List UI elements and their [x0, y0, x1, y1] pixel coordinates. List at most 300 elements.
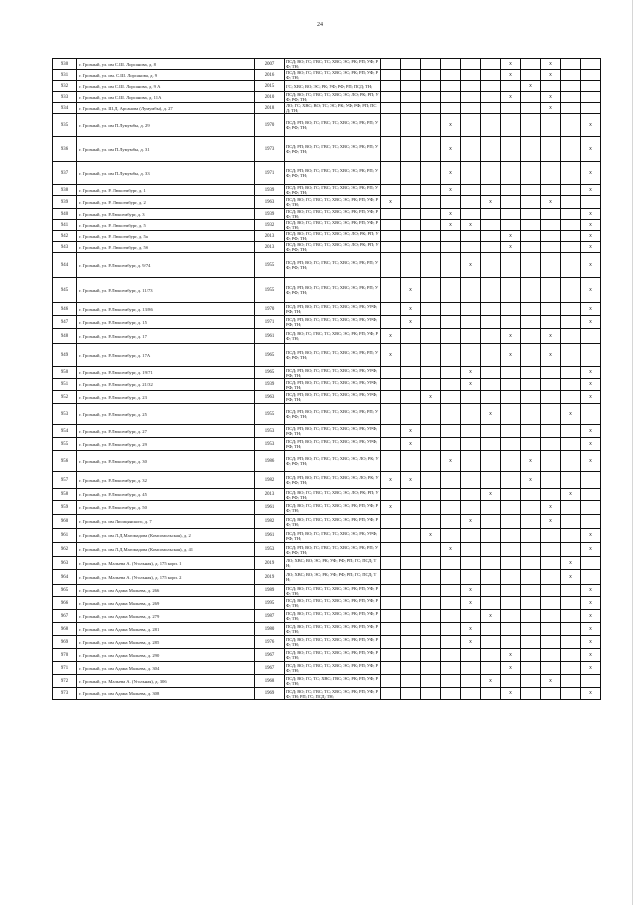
mark-cell — [441, 70, 461, 81]
mark-cell — [441, 489, 461, 501]
mark-cell — [481, 557, 501, 570]
address-cell: г. Грозный, ул. Р. Люксембург, д. 2 — [77, 196, 255, 209]
mark-cell — [561, 688, 581, 700]
mark-cell — [421, 137, 441, 162]
mark-cell — [421, 610, 441, 623]
mark-cell — [461, 344, 481, 367]
mark-cell — [461, 278, 481, 303]
mark-cell — [501, 515, 521, 529]
mark-cell — [541, 610, 561, 623]
mark-cell — [421, 438, 441, 451]
row-number-cell: 941 — [53, 220, 77, 231]
mark-cell — [441, 81, 461, 92]
services-cell: ГС; ХВС; ВО; ЭС; РК; УФ; РФ; РП; ПСД; ТН; — [285, 81, 381, 92]
mark-cell — [561, 92, 581, 103]
mark-cell — [401, 529, 421, 543]
services-cell: ПСД; ВО; ГС; ГВС; ТС; ХВС; ЭС; РК; РП; УФ; РФ; ТН; — [285, 501, 381, 515]
address-cell: г. Грозный, ул. Р.Люксембург, д. 45 — [77, 489, 255, 501]
table-row — [53, 585, 601, 597]
mark-cell — [501, 543, 521, 557]
mark-cell — [441, 597, 461, 610]
year-cell: 1963 — [255, 196, 285, 209]
mark-cell: x — [441, 137, 461, 162]
mark-cell — [381, 425, 401, 438]
mark-cell — [561, 59, 581, 70]
mark-cell — [521, 543, 541, 557]
mark-cell: x — [441, 220, 461, 231]
mark-cell: x — [481, 404, 501, 425]
services-cell: ПСД; РП; ВО; ГС; ГВС; ТС; ХВС; ЭС; РК; РП; УФ; РФ; ТН; — [285, 278, 381, 303]
table-row — [53, 501, 601, 515]
address-cell: г. Грозный, ул. Р. Люксембург, д. 1 — [77, 185, 255, 196]
services-cell: ПСД; РП; ВО; ГС; ГВС; ТС; ХВС; ЭС; РК; УРФ; РФ; ТН; — [285, 391, 381, 404]
mark-cell — [421, 70, 441, 81]
mark-cell — [461, 404, 481, 425]
year-cell: 1967 — [255, 662, 285, 675]
mark-cell — [401, 209, 421, 220]
table-row — [53, 344, 601, 367]
mark-cell: x — [401, 472, 421, 489]
mark-cell — [441, 367, 461, 379]
mark-cell — [381, 489, 401, 501]
mark-cell — [421, 92, 441, 103]
mark-cell: x — [581, 636, 601, 649]
year-cell: 2019 — [255, 557, 285, 570]
mark-cell — [381, 81, 401, 92]
year-cell: 1976 — [255, 636, 285, 649]
mark-cell — [481, 137, 501, 162]
table-row — [53, 649, 601, 662]
address-cell: г. Грозный, ул. им Адама Мальева, д. 304 — [77, 662, 255, 675]
table-row — [53, 636, 601, 649]
mark-cell — [481, 70, 501, 81]
mark-cell: x — [441, 162, 461, 185]
mark-cell — [541, 489, 561, 501]
mark-cell — [541, 367, 561, 379]
services-cell: ПСД; РП; ВО; ГС; ГВС; ТС; ХВС; ЭС; РК; УРФ; РФ; ТН; — [285, 367, 381, 379]
mark-cell — [421, 59, 441, 70]
mark-cell — [541, 570, 561, 585]
row-number-cell: 963 — [53, 557, 77, 570]
mark-cell — [561, 162, 581, 185]
mark-cell — [381, 185, 401, 196]
mark-cell — [561, 585, 581, 597]
mark-cell — [521, 231, 541, 242]
mark-cell: x — [581, 242, 601, 253]
mark-cell — [421, 501, 441, 515]
mark-cell — [541, 472, 561, 489]
mark-cell — [541, 391, 561, 404]
table-row — [53, 472, 601, 489]
mark-cell: x — [461, 585, 481, 597]
mark-cell: x — [501, 688, 521, 700]
mark-cell — [521, 649, 541, 662]
row-number-cell: 956 — [53, 451, 77, 472]
mark-cell — [441, 231, 461, 242]
mark-cell — [501, 137, 521, 162]
mark-cell — [481, 303, 501, 316]
mark-cell — [561, 114, 581, 137]
mark-cell — [481, 379, 501, 391]
mark-cell — [521, 379, 541, 391]
mark-cell — [581, 92, 601, 103]
year-cell: 1932 — [255, 220, 285, 231]
housing-register-table — [52, 58, 601, 700]
mark-cell — [541, 303, 561, 316]
mark-cell — [381, 114, 401, 137]
table-row — [53, 162, 601, 185]
mark-cell — [541, 438, 561, 451]
mark-cell — [461, 501, 481, 515]
mark-cell: x — [421, 391, 441, 404]
mark-cell — [521, 209, 541, 220]
mark-cell — [461, 59, 481, 70]
mark-cell — [481, 649, 501, 662]
mark-cell: x — [581, 649, 601, 662]
mark-cell — [401, 59, 421, 70]
mark-cell: x — [581, 597, 601, 610]
table-row — [53, 529, 601, 543]
mark-cell — [381, 585, 401, 597]
mark-cell — [501, 278, 521, 303]
year-cell: 1980 — [255, 623, 285, 636]
mark-cell — [481, 597, 501, 610]
mark-cell — [501, 623, 521, 636]
address-cell: г. Грозный, ул. им. С.Ш. Лорсанова, д. 9 — [77, 70, 255, 81]
services-cell: ПСД; ВО; ГС; ГВС; ТС; ХВС; ЭС; РК; РП; УФ; РФ; ТН; — [285, 610, 381, 623]
mark-cell — [441, 570, 461, 585]
mark-cell: x — [501, 70, 521, 81]
mark-cell — [441, 515, 461, 529]
mark-cell — [381, 610, 401, 623]
mark-cell — [521, 425, 541, 438]
mark-cell — [521, 344, 541, 367]
mark-cell — [481, 344, 501, 367]
mark-cell — [561, 623, 581, 636]
mark-cell: x — [541, 675, 561, 688]
mark-cell — [401, 623, 421, 636]
mark-cell — [561, 253, 581, 278]
mark-cell — [381, 529, 401, 543]
mark-cell — [441, 472, 461, 489]
year-cell: 1967 — [255, 649, 285, 662]
mark-cell: x — [521, 472, 541, 489]
mark-cell — [381, 162, 401, 185]
mark-cell — [561, 103, 581, 114]
row-number-cell: 951 — [53, 379, 77, 391]
mark-cell — [581, 196, 601, 209]
mark-cell — [521, 662, 541, 675]
mark-cell — [541, 688, 561, 700]
row-number-cell: 952 — [53, 391, 77, 404]
mark-cell: x — [541, 501, 561, 515]
mark-cell — [561, 81, 581, 92]
row-number-cell: 953 — [53, 404, 77, 425]
mark-cell — [401, 543, 421, 557]
mark-cell — [381, 404, 401, 425]
address-cell: г. Грозный, ул. Р.Люксембург, д. 17А — [77, 344, 255, 367]
address-cell: г. Грозный, ул. Р.Люксембург, д. 9/74 — [77, 253, 255, 278]
mark-cell — [521, 70, 541, 81]
services-cell: ЛО; ХВС; ВО; ЭС; РК; УФ; РФ; РП; ГС; ПСД; ТН; — [285, 570, 381, 585]
mark-cell — [481, 81, 501, 92]
mark-cell — [401, 610, 421, 623]
mark-cell: x — [581, 391, 601, 404]
table-row — [53, 557, 601, 570]
year-cell: 1953 — [255, 543, 285, 557]
mark-cell — [461, 242, 481, 253]
mark-cell — [421, 303, 441, 316]
services-cell: ПСД; ВО; ГС; ГВС; ТС; ХВС; ЭС; РК; РП; УФ; РФ; ТН; — [285, 636, 381, 649]
mark-cell — [521, 438, 541, 451]
mark-cell — [501, 391, 521, 404]
mark-cell — [561, 438, 581, 451]
mark-cell — [441, 675, 461, 688]
address-cell: г. Грозный, ул. Мальева А. (Угольная), д. 175 корп. 2 — [77, 570, 255, 585]
mark-cell — [481, 529, 501, 543]
services-cell: ПСД; ВО; ГС; ГВС; ТС; ХВС; ЭС; РК; РП; УФ; РФ; ТН; — [285, 196, 381, 209]
year-cell: 2013 — [255, 489, 285, 501]
mark-cell: x — [401, 438, 421, 451]
services-cell: ПСД; РП; ВО; ГС; ГВС; ТС; ХВС; ЭС; РК; УРФ; РФ; ТН; — [285, 316, 381, 329]
mark-cell — [421, 585, 441, 597]
mark-cell — [461, 557, 481, 570]
mark-cell — [441, 316, 461, 329]
table-row — [53, 303, 601, 316]
year-cell: 1995 — [255, 597, 285, 610]
mark-cell — [401, 196, 421, 209]
address-cell: г. Грозный, ул. им Л.Д.Магомадова (Комсомольская), д. 41 — [77, 543, 255, 557]
address-cell: г. Грозный, ул. Р.Люксембург, д. 19/71 — [77, 367, 255, 379]
services-cell: ПСД; ВО; ГС; ГВС; ТС; ХВС; ЭС; РК; РП; УФ; РФ; ТН; — [285, 220, 381, 231]
mark-cell — [541, 220, 561, 231]
mark-cell — [401, 242, 421, 253]
row-number-cell: 972 — [53, 675, 77, 688]
address-cell: г. Грозный, ул. Р.Люксембург, д. 30 — [77, 451, 255, 472]
mark-cell — [521, 529, 541, 543]
table-row — [53, 675, 601, 688]
mark-cell — [501, 114, 521, 137]
services-cell: ПСД; ВО; ГС; ГВС; ТС; ХВС; ЭС; РК; РП; УФ; РФ; ТН; — [285, 597, 381, 610]
table-row — [53, 489, 601, 501]
mark-cell — [421, 623, 441, 636]
mark-cell — [581, 570, 601, 585]
mark-cell: x — [441, 185, 461, 196]
mark-cell — [421, 81, 441, 92]
mark-cell — [461, 114, 481, 137]
services-cell: ЛО; ГС; ХВС; ВО; ТС; ЭС; РК; УФ; РФ; РП; ПСД; ТН; — [285, 103, 381, 114]
table-row — [53, 329, 601, 344]
mark-cell — [481, 220, 501, 231]
mark-cell — [401, 636, 421, 649]
mark-cell — [401, 70, 421, 81]
year-cell: 1989 — [255, 585, 285, 597]
services-cell: ПСД; РП; ВО; ГС; ГВС; ТС; ХВС; ЭС; РК; РП; УФ; РФ; ТН; — [285, 114, 381, 137]
mark-cell: x — [581, 220, 601, 231]
mark-cell — [561, 367, 581, 379]
mark-cell — [441, 59, 461, 70]
mark-cell — [561, 675, 581, 688]
services-cell: ПСД; РП; ВО; ГС; ГВС; ТС; ХВС; ЭС; РК; РП; УФ; РФ; ТН; — [285, 162, 381, 185]
mark-cell — [501, 103, 521, 114]
mark-cell: x — [381, 196, 401, 209]
mark-cell — [401, 570, 421, 585]
mark-cell — [541, 623, 561, 636]
mark-cell — [381, 59, 401, 70]
mark-cell — [501, 451, 521, 472]
mark-cell — [461, 649, 481, 662]
mark-cell — [581, 675, 601, 688]
mark-cell: x — [581, 438, 601, 451]
mark-cell — [481, 242, 501, 253]
address-cell: г. Грозный, ул. Р.Люксембург, д. 13/86 — [77, 303, 255, 316]
table-row — [53, 278, 601, 303]
mark-cell — [441, 610, 461, 623]
mark-cell — [521, 404, 541, 425]
address-cell: г. Грозный, ул. им Л.Д.Магомадова (Комсомольская), д. 2 — [77, 529, 255, 543]
row-number-cell: 950 — [53, 367, 77, 379]
mark-cell — [561, 597, 581, 610]
mark-cell — [421, 253, 441, 278]
mark-cell — [481, 570, 501, 585]
row-number-cell: 933 — [53, 92, 77, 103]
mark-cell — [421, 489, 441, 501]
mark-cell — [581, 81, 601, 92]
mark-cell: x — [581, 316, 601, 329]
services-cell: ПСД; ВО; ГС; ГВС; ТС; ХВС; ЭС; ЛО; РК; РП; УФ; РФ; ТН; — [286, 242, 379, 252]
mark-cell — [561, 529, 581, 543]
mark-cell — [561, 231, 581, 242]
table-row — [53, 59, 601, 70]
mark-cell — [441, 344, 461, 367]
table-row — [53, 515, 601, 529]
mark-cell — [461, 137, 481, 162]
mark-cell: x — [581, 162, 601, 185]
mark-cell — [381, 242, 401, 253]
mark-cell — [381, 515, 401, 529]
mark-cell — [561, 220, 581, 231]
table-row — [53, 404, 601, 425]
services-cell: ПСД; ВО; ГС; ГВС; ТС; ХВС; ЭС; РК; РП; УФ; РФ; ТН; — [285, 662, 381, 675]
mark-cell — [541, 185, 561, 196]
mark-cell — [381, 379, 401, 391]
mark-cell — [421, 114, 441, 137]
row-number-cell: 939 — [53, 196, 77, 209]
mark-cell: x — [461, 597, 481, 610]
mark-cell — [501, 570, 521, 585]
address-cell: г. Грозный, ул. Р.Люксембург, д. 27 — [77, 425, 255, 438]
mark-cell — [421, 425, 441, 438]
mark-cell — [421, 103, 441, 114]
mark-cell — [441, 636, 461, 649]
mark-cell: x — [561, 404, 581, 425]
mark-cell — [521, 515, 541, 529]
address-cell: г. Грозный, ул. Р.Люксембург, д. 29 — [77, 438, 255, 451]
mark-cell — [401, 391, 421, 404]
mark-cell — [581, 489, 601, 501]
mark-cell — [381, 597, 401, 610]
table-row — [53, 688, 601, 700]
year-cell: 1953 — [255, 425, 285, 438]
mark-cell — [561, 137, 581, 162]
mark-cell: x — [581, 231, 601, 242]
mark-cell — [561, 515, 581, 529]
year-cell: 1982 — [255, 515, 285, 529]
mark-cell — [521, 278, 541, 303]
mark-cell — [461, 196, 481, 209]
address-cell: г. Грозный, ул. им Адама Мальева, д. 290 — [77, 649, 255, 662]
mark-cell — [561, 209, 581, 220]
mark-cell — [501, 367, 521, 379]
row-number-cell: 938 — [53, 185, 77, 196]
mark-cell — [401, 220, 421, 231]
row-number-cell: 957 — [53, 472, 77, 489]
services-cell: ПСД; ВО; ГС; ГВС; ТС; ХВС; ЭС; РК; РП; УФ; РФ; ТН; — [285, 585, 381, 597]
mark-cell — [461, 543, 481, 557]
mark-cell: x — [381, 329, 401, 344]
mark-cell — [561, 636, 581, 649]
mark-cell: x — [581, 543, 601, 557]
mark-cell — [521, 185, 541, 196]
mark-cell — [381, 675, 401, 688]
mark-cell — [501, 585, 521, 597]
mark-cell — [561, 185, 581, 196]
row-number-cell: 968 — [53, 623, 77, 636]
mark-cell — [521, 501, 541, 515]
mark-cell: x — [481, 489, 501, 501]
mark-cell — [541, 585, 561, 597]
mark-cell: x — [481, 675, 501, 688]
mark-cell — [441, 92, 461, 103]
mark-cell — [521, 675, 541, 688]
row-number-cell: 964 — [53, 570, 77, 585]
year-cell: 1971 — [255, 162, 285, 185]
mark-cell — [561, 278, 581, 303]
services-cell: ПСД; РП; ВО; ГС; ГВС; ТС; ХВС; ЭС; РК; УРФ; РФ; ТН; — [285, 303, 381, 316]
year-cell: 1961 — [255, 529, 285, 543]
services-cell: ПСД; РП; ВО; ГС; ГВС; ТС; ХВС; ЭС; РК; УРФ; РФ; ТН; — [285, 438, 381, 451]
mark-cell — [461, 231, 481, 242]
mark-cell: x — [521, 451, 541, 472]
row-number-cell: 945 — [53, 278, 77, 303]
row-number-cell: 940 — [53, 209, 77, 220]
mark-cell — [501, 220, 521, 231]
mark-cell — [521, 242, 541, 253]
mark-cell — [381, 543, 401, 557]
row-number-cell: 948 — [53, 329, 77, 344]
mark-cell: x — [501, 649, 521, 662]
mark-cell — [461, 92, 481, 103]
mark-cell: x — [541, 344, 561, 367]
year-cell: 1939 — [255, 209, 285, 220]
mark-cell: x — [461, 253, 481, 278]
table-row — [53, 70, 601, 81]
year-cell: 1971 — [255, 316, 285, 329]
mark-cell — [541, 209, 561, 220]
mark-cell — [401, 451, 421, 472]
mark-cell: x — [381, 501, 401, 515]
address-cell: г. Грозный, ул. Р.Люксембург, д. 32 — [77, 472, 255, 489]
mark-cell — [461, 662, 481, 675]
mark-cell — [461, 162, 481, 185]
mark-cell — [481, 585, 501, 597]
mark-cell — [541, 137, 561, 162]
mark-cell — [421, 196, 441, 209]
row-number-cell: 932 — [53, 81, 77, 92]
mark-cell — [441, 688, 461, 700]
mark-cell: x — [561, 489, 581, 501]
row-number-cell: 960 — [53, 515, 77, 529]
